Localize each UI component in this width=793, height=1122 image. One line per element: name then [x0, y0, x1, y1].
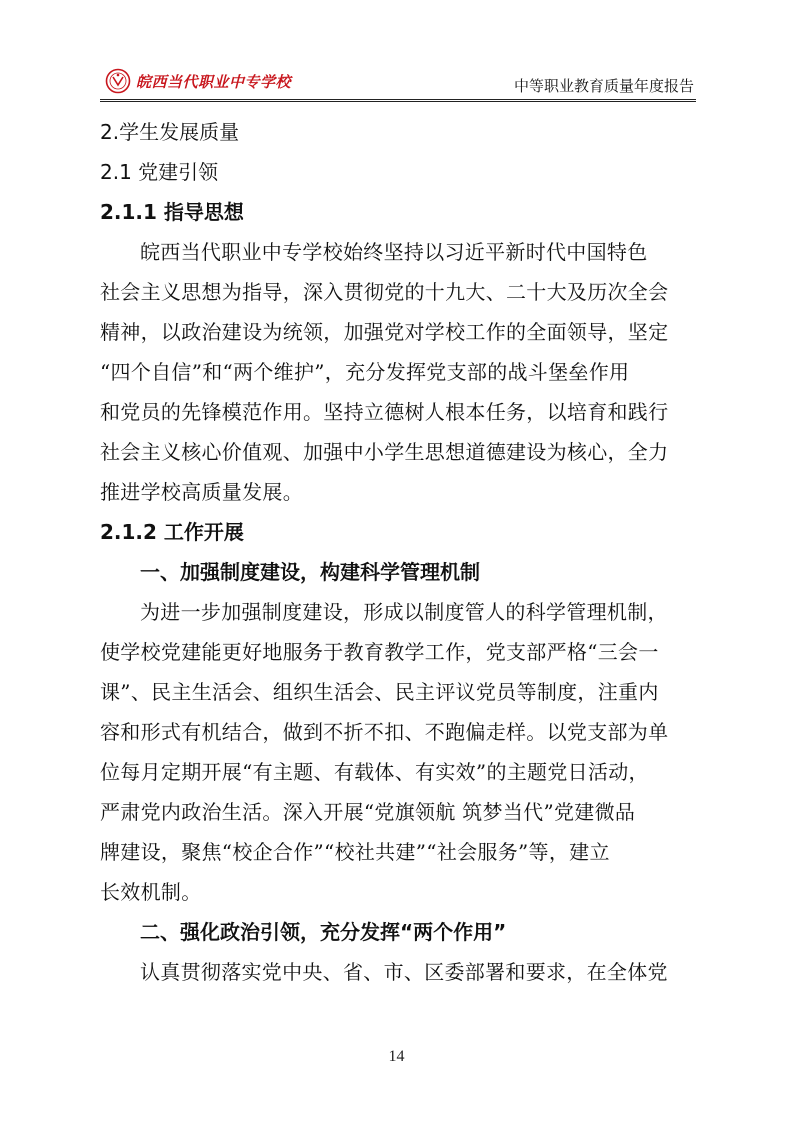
page-number: 14 — [388, 1048, 405, 1065]
document-body — [100, 112, 696, 992]
heading-political-leadership: 二、强化政治引领，充分发挥“两个作用” — [140, 920, 507, 944]
paragraph-line: 精神，以政治建设为统领，加强党对学校工作的全面领导，坚定 — [100, 320, 669, 344]
paragraph-line: 位每月定期开展“有主题、有载体、有实效”的主题党日活动， — [100, 760, 649, 784]
heading-system-building: 一、加强制度建设，构建科学管理机制 — [140, 560, 480, 584]
subsubsection-title-work: 2.1.2 工作开展 — [100, 520, 244, 544]
paragraph-line: 认真贯彻落实党中央、省、市、区委部署和要求，在全体党 — [140, 960, 668, 984]
paragraph-guiding-thought — [100, 232, 696, 512]
paragraph-line: 严肃党内政治生活。深入开展“党旗领航 筑梦当代”党建微品 — [100, 800, 636, 824]
paragraph-line: 长效机制。 — [100, 880, 202, 904]
school-logo-icon — [105, 68, 131, 94]
paragraph-political-leadership — [100, 952, 696, 992]
paragraph-line: 牌建设，聚焦“校企合作”“校社共建”“社会服务”等，建立 — [100, 840, 610, 864]
paragraph-line: 课”、民主生活会、组织生活会、民主评议党员等制度，注重内 — [100, 680, 659, 704]
paragraph-line: 使学校党建能更好地服务于教育教学工作，党支部严格“三会一 — [100, 640, 659, 664]
paragraph-line: 和党员的先锋模范作用。坚持立德树人根本任务，以培育和践行 — [100, 400, 669, 424]
subsubsection-title-guiding-thought: 2.1.1 指导思想 — [100, 200, 244, 224]
paragraph-line: 社会主义核心价值观、加强中小学生思想道德建设为核心，全力 — [100, 440, 669, 464]
section-title: 2.学生发展质量 — [100, 120, 240, 144]
paragraph-line: 社会主义思想为指导，深入贯彻党的十九大、二十大及历次全会 — [100, 280, 669, 304]
paragraph-line: 为进一步加强制度建设，形成以制度管人的科学管理机制， — [140, 600, 668, 624]
paragraph-line: “四个自信”和“两个维护”，充分发挥党支部的战斗堡垒作用 — [100, 360, 630, 384]
paragraph-line: 皖西当代职业中专学校始终坚持以习近平新时代中国特色 — [140, 240, 648, 264]
paragraph-line: 容和形式有机结合，做到不折不扣、不跑偏走样。以党支部为单 — [100, 720, 669, 744]
school-name: 皖西当代职业中专学校 — [136, 73, 292, 91]
paragraph-system-building — [100, 592, 696, 912]
header-divider — [100, 99, 696, 102]
paragraph-line: 推进学校高质量发展。 — [100, 480, 303, 504]
subsection-title: 2.1 党建引领 — [100, 160, 219, 184]
report-title: 中等职业教育质量年度报告 — [513, 77, 694, 95]
page-header — [100, 64, 696, 98]
